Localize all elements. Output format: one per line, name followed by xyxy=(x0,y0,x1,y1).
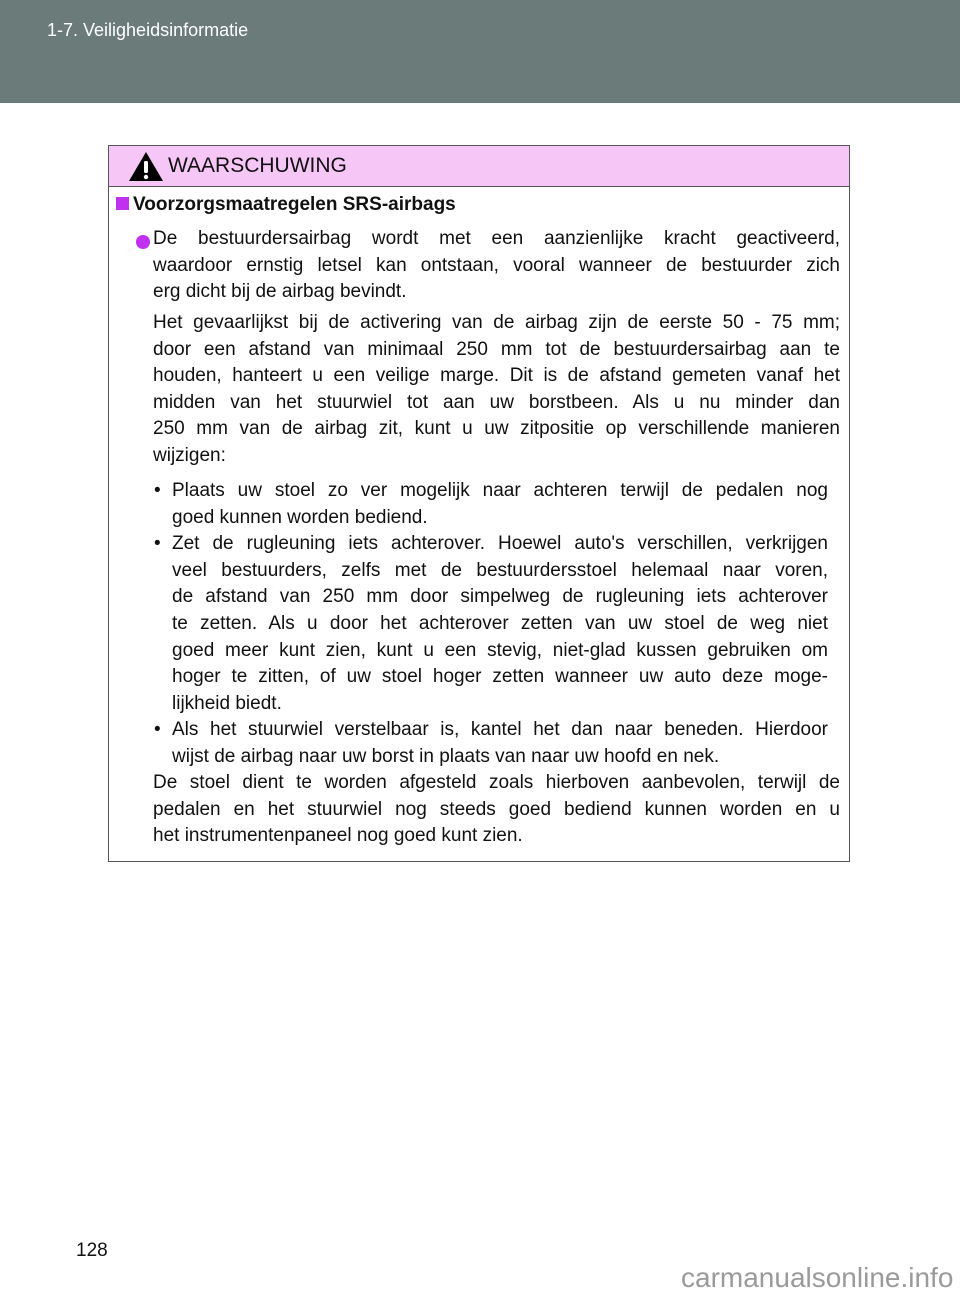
bullet-text: wijst de airbag naar uw borst in plaats van naar uw hoofd en nek. xyxy=(172,745,720,767)
text-line: erg dicht bij de airbag bevindt. xyxy=(153,281,407,303)
bullet-text: Als het stuurwiel verstelbaar is, kantel het dan naar beneden. Hierdoor xyxy=(172,719,828,741)
bullet-line xyxy=(153,744,828,771)
warning-box xyxy=(108,145,850,862)
bullet-line xyxy=(153,638,828,665)
bullet-dot-icon: • xyxy=(154,719,161,741)
bullet-line xyxy=(153,717,828,744)
watermark: carmanualsonline.info xyxy=(681,1262,954,1293)
bullet-text: hoger te zitten, of uw stoel hoger zetten wanneer uw auto deze moge- xyxy=(172,666,828,688)
text-line: De bestuurdersairbag wordt met een aanzienlijke kracht geactiveerd, xyxy=(153,228,840,249)
bullet-line xyxy=(153,691,828,718)
heading-text: Voorzorgsmaatregelen SRS-airbags xyxy=(133,194,456,215)
text-line: midden van het stuurwiel tot aan uw borstbeen. Als u nu minder dan xyxy=(153,391,840,413)
bullet-text: veel bestuurders, zelfs met de bestuurdersstoel helemaal naar voren, xyxy=(172,559,828,581)
text-line: 250 mm van de airbag zit, kunt u uw zitpositie op verschillende manieren xyxy=(153,418,840,440)
warning-heading xyxy=(116,194,456,216)
paragraph-1 xyxy=(153,226,840,306)
text-line: pedalen en het stuurwiel nog steeds goed bediend kunnen worden en u xyxy=(153,798,840,820)
bullet-dot-icon: • xyxy=(154,533,161,555)
bullet-line xyxy=(153,505,828,532)
paragraph-2 xyxy=(153,310,840,470)
bullet-text: te zetten. Als u door het achterover zetten van uw stoel de weg niet xyxy=(172,612,828,634)
text-line: het instrumentenpaneel nog goed kunt zien. xyxy=(153,825,523,847)
bullet-text: de afstand van 250 mm door simpelweg de rugleuning iets achterover xyxy=(172,586,828,608)
bullet-text: Plaats uw stoel zo ver mogelijk naar achteren terwijl de pedalen nog xyxy=(172,480,828,501)
bullet-line xyxy=(153,584,828,611)
bullet-line xyxy=(153,611,828,638)
square-bullet-icon xyxy=(116,197,129,210)
text-line: houden, hanteert u een veilige marge. Dit is de afstand gemeten vanaf het xyxy=(153,365,840,387)
bullet-text: lijkheid biedt. xyxy=(172,692,282,714)
warning-triangle-icon xyxy=(128,151,164,182)
bullet-line xyxy=(153,664,828,691)
bullet-line xyxy=(153,531,828,558)
warning-title: WAARSCHUWING xyxy=(168,154,347,177)
bullet-line xyxy=(153,478,828,505)
bullet-text: goed meer kunt zien, kunt u een stevig, niet-glad kussen gebruiken om xyxy=(172,639,828,661)
circle-bullet-icon xyxy=(136,235,150,249)
bullet-line xyxy=(153,558,828,585)
text-line: De stoel dient te worden afgesteld zoals hierboven aanbevolen, terwijl de xyxy=(153,772,840,793)
warning-header xyxy=(109,146,849,187)
text-line: door een afstand van minimaal 250 mm tot de bestuurdersairbag aan te xyxy=(153,338,840,360)
bullet-text: goed kunnen worden bediend. xyxy=(172,506,428,528)
text-line: waardoor ernstig letsel kan ontstaan, vooral wanneer de bestuurder zich xyxy=(153,254,840,276)
page-number: 128 xyxy=(76,1240,108,1261)
bullet-list xyxy=(153,478,828,771)
bullet-text: Zet de rugleuning iets achterover. Hoewel auto's verschillen, verkrijgen xyxy=(172,533,828,555)
section-title: 1-7. Veiligheidsinformatie xyxy=(47,20,249,40)
text-line: Het gevaarlijkst bij de activering van de airbag zijn de eerste 50 - 75 mm; xyxy=(153,312,840,333)
text-line: wijzigen: xyxy=(153,444,226,466)
bullet-dot-icon: • xyxy=(154,480,161,501)
paragraph-3 xyxy=(153,770,840,850)
section-header-bar xyxy=(0,0,960,103)
